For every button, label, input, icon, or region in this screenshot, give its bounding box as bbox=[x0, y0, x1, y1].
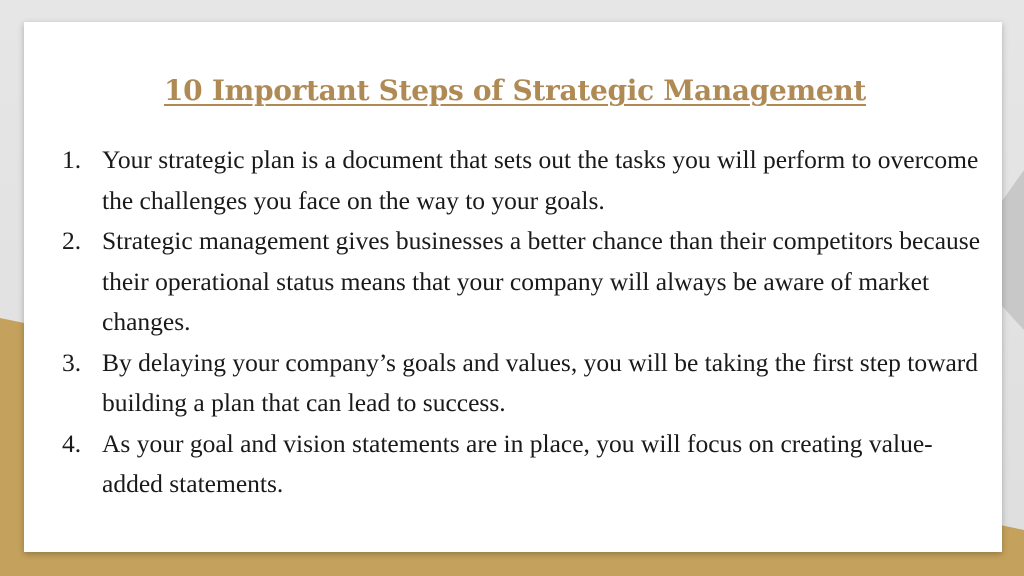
step-number: 3. bbox=[62, 347, 82, 377]
list-item bbox=[62, 221, 992, 343]
list-item bbox=[62, 424, 992, 505]
step-number: 2. bbox=[62, 226, 82, 255]
steps-list bbox=[62, 140, 992, 505]
step-text: As your goal and vision statements are in place, you will focus on creating value-added statements. bbox=[102, 428, 933, 498]
list-item bbox=[62, 140, 992, 221]
step-number: 1. bbox=[62, 145, 82, 174]
step-text: By delaying your company’s goals and values, you will be taking the first step toward building a plan that can lead to success. bbox=[102, 347, 979, 417]
step-text: Your strategic plan is a document that sets out the tasks you will perform to overcome the challenges you face on the way to your goals. bbox=[102, 145, 979, 215]
list-item bbox=[62, 343, 992, 424]
step-text: Strategic management gives businesses a better chance than their competitors because their operational status means that your company will always be aware of market changes. bbox=[102, 226, 981, 336]
slide-card bbox=[24, 22, 1002, 552]
step-number: 4. bbox=[62, 428, 82, 458]
slide-title: 10 Important Steps of Strategic Management bbox=[164, 74, 867, 107]
